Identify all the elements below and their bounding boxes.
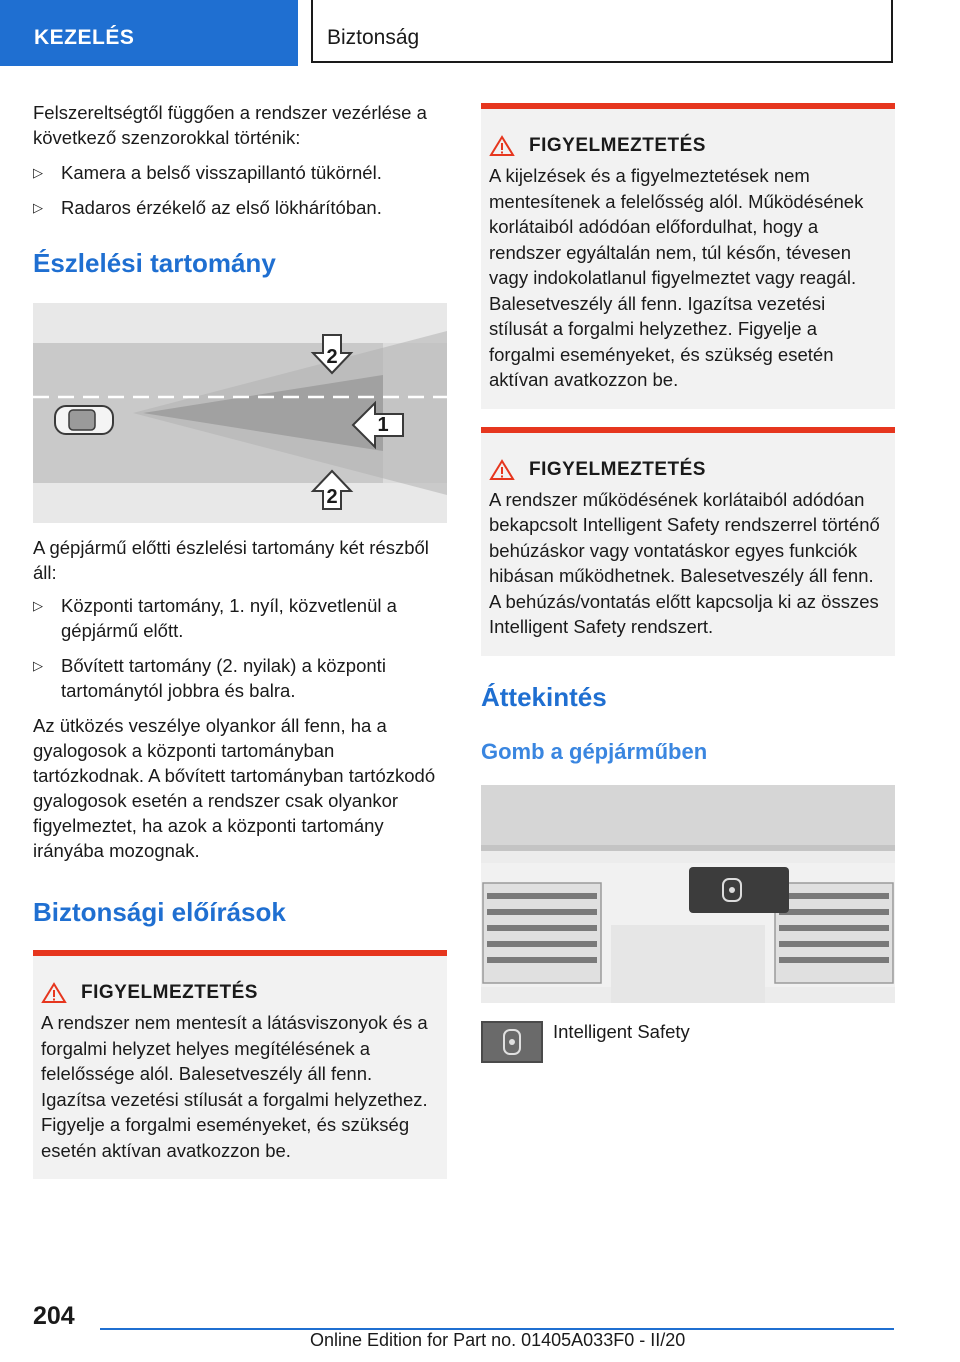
warning-header bbox=[489, 135, 887, 157]
intro-text: Felszereltségtől függően a rendszer vezérlése a következő szenzorokkal történik: bbox=[33, 102, 427, 148]
dashboard-illustration bbox=[481, 785, 895, 1003]
section-tab bbox=[0, 0, 298, 66]
list-item: ▷ Bővített tartomány (2. nyilak) a központi tartománytól jobbra és balra. bbox=[33, 655, 386, 701]
warning-text: A rendszer működésének korlátaiból adódóan bekapcsolt Intelligent Safety rendszerrel történő behúzáskor vagy vontatáskor egyes funkciók hibásan működhetnek. Balesetveszély áll fenn. A behúzás/vontatás előtt kapcsolja ki az összes Intelligent Safety rendszert. bbox=[489, 488, 880, 637]
triangle-bullet-icon: ▷ bbox=[33, 598, 43, 613]
warning-box bbox=[481, 103, 895, 409]
figure-label: 2 bbox=[326, 346, 338, 368]
warning-text: A rendszer nem mentesít a látásviszonyok és a forgalmi helyzet helyes megítélésének a felelőssége alól. Balesetveszély áll fenn. Igazítsa vezetési stílusát a forgalmi helyzethez. Figyelje a forgalmi eseményeket, és szükség esetén aktívan avatkozzon be. bbox=[41, 1012, 428, 1161]
triangle-bullet-icon: ▷ bbox=[33, 658, 43, 673]
detection-heading: Észlelési tartomány bbox=[33, 248, 276, 278]
right-column bbox=[481, 103, 895, 1081]
figure-label: 2 bbox=[326, 486, 338, 508]
section-title: KEZELÉS bbox=[34, 26, 135, 49]
triangle-bullet-icon: ▷ bbox=[33, 165, 43, 180]
list-item: ▷ Radaros érzékelő az első lökhárítóban. bbox=[33, 197, 382, 218]
overview-heading: Áttekintés bbox=[481, 681, 607, 712]
figure-label: 1 bbox=[377, 414, 389, 436]
warning-box bbox=[481, 427, 895, 656]
list-item: ▷ Kamera a belső visszapillantó tükörnél. bbox=[33, 162, 382, 183]
detection-range-figure bbox=[33, 303, 447, 523]
left-column bbox=[33, 100, 447, 1179]
warning-text: A kijelzések és a figyelmeztetések nem mentesítenek a felelősség alól. Működésének korlátaiból adódóan előfordulhat, hogy a rendszer egyáltalán nem, túl későn, tévesen vagy indokolatlanul figyelmeztet vagy reagál. Balesetveszély áll fenn. Igazítsa vezetési stílusát a forgalmi helyzethez. Figyelje a forgalmi eseményeket, és szükség esetén aktívan avatkozzon be. bbox=[489, 165, 864, 390]
intelligent-safety-button bbox=[689, 867, 789, 913]
warning-header bbox=[41, 982, 439, 1004]
button-label: Intelligent Safety bbox=[553, 1020, 690, 1042]
legend-row bbox=[481, 1021, 895, 1081]
air-vent-right bbox=[775, 883, 893, 983]
detection-text: A gépjármű előtti észlelési tartomány két részből áll: bbox=[33, 537, 429, 583]
warning-title: FIGYELMEZTETÉS bbox=[81, 982, 258, 1003]
button-heading: Gomb a gépjárműben bbox=[481, 738, 708, 764]
warning-header bbox=[489, 459, 887, 481]
list-item: ▷ Központi tartomány, 1. nyíl, közvetlenül a gépjármű előtt. bbox=[33, 595, 397, 641]
warning-triangle-icon bbox=[489, 459, 515, 481]
warning-title: FIGYELMEZTETÉS bbox=[529, 458, 706, 480]
footer-edition bbox=[310, 1330, 685, 1351]
chapter-title: Biztonság bbox=[327, 26, 420, 49]
edition-text: Online Edition for Part no. 01405A033F0 - II/20 bbox=[310, 1330, 686, 1350]
collision-text: Az ütközés veszélye olyankor áll fenn, ha a gyalogosok a központi tartományban tartózkodnak. A bővített tartományban tartózkodó gyalogosok esetén a rendszer csak olyankor figyelmeztet, ha azok a központi tartomány irányába mozognak. bbox=[33, 715, 436, 861]
button-photo bbox=[481, 785, 895, 1003]
warning-box bbox=[33, 950, 447, 1179]
safety-heading: Biztonsági előírások bbox=[33, 897, 286, 927]
air-vent-left bbox=[483, 883, 601, 983]
warning-title: FIGYELMEZTETÉS bbox=[529, 135, 706, 156]
detection-diagram bbox=[33, 303, 447, 523]
warning-triangle-icon bbox=[41, 982, 67, 1004]
page-number: 204 bbox=[33, 1302, 75, 1330]
chapter-header bbox=[311, 0, 893, 63]
car-icon bbox=[55, 406, 113, 434]
warning-triangle-icon bbox=[489, 135, 515, 157]
intelligent-safety-button-icon bbox=[481, 1021, 543, 1063]
triangle-bullet-icon: ▷ bbox=[33, 200, 43, 215]
